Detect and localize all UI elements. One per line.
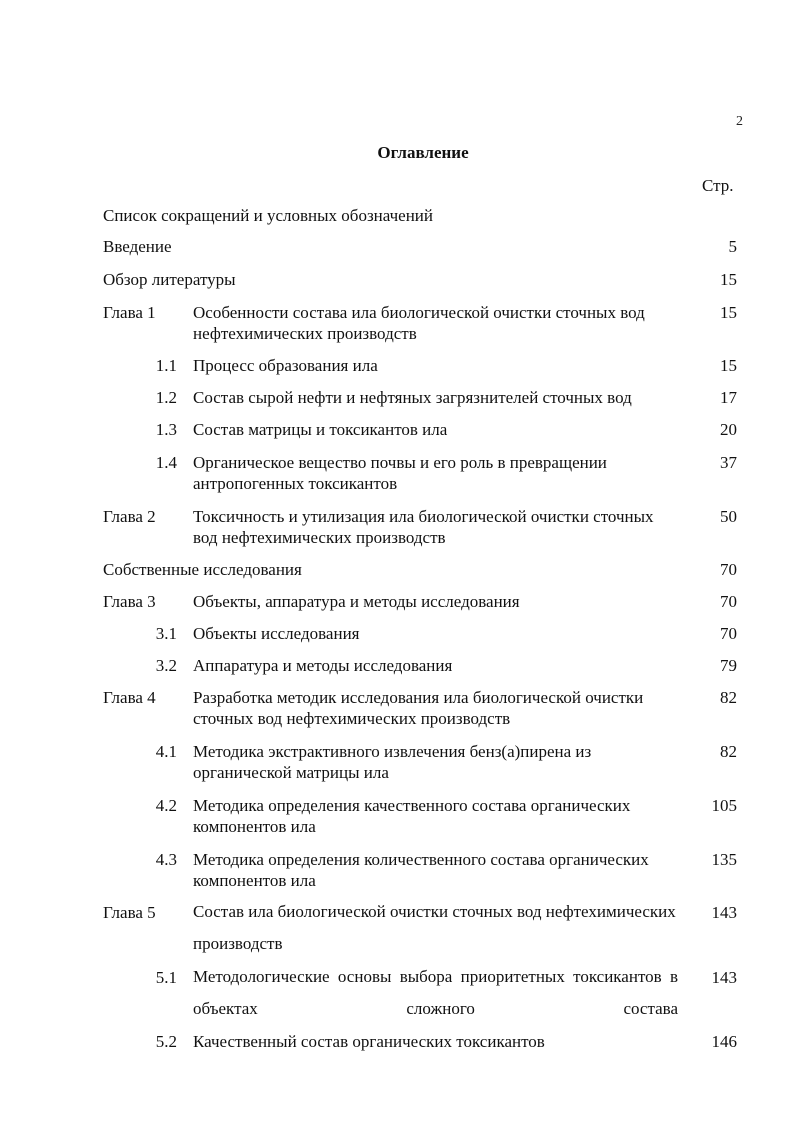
toc-entry-title: Состав сырой нефти и нефтяных загрязнителей сточных вод <box>193 388 632 407</box>
toc-entry-page: 82 <box>720 688 737 707</box>
page-title: Оглавление <box>377 143 469 162</box>
toc-entry-number: 3.1 <box>155 624 177 643</box>
toc-entry-page: 70 <box>720 592 737 611</box>
toc-entry-title: Состав матрицы и токсикантов ила <box>193 420 448 439</box>
toc-entry-title: Токсичность и утилизация ила биологической очистки сточных вод нефтехимических производств <box>193 507 654 547</box>
toc-entry-number: 1.1 <box>155 356 177 375</box>
toc-entry-page: 70 <box>720 624 737 643</box>
toc-entry-number: Глава 4 <box>103 688 156 707</box>
page-number: 2 <box>736 114 743 129</box>
toc-entry-title: Введение <box>103 237 172 256</box>
toc-entry-title: Объекты, аппаратура и методы исследования <box>193 592 520 611</box>
toc-entry-page: 105 <box>711 796 737 815</box>
toc-entry-number: Глава 5 <box>103 903 156 922</box>
toc-entry-number: 4.1 <box>155 742 177 761</box>
toc-entry-number: 5.2 <box>155 1032 177 1051</box>
toc-entry-page: 50 <box>720 507 737 526</box>
toc-entry-number: 1.2 <box>155 388 177 407</box>
toc-entry-number: 4.3 <box>155 850 177 869</box>
toc-entry-page: 37 <box>720 453 737 472</box>
toc-entry-page: 135 <box>711 850 737 869</box>
toc-entry-title: Разработка методик исследования ила биологической очистки сточных вод нефтехимических производств <box>193 688 644 728</box>
toc-entry-page: 15 <box>720 270 737 289</box>
toc-entry-title: Обзор литературы <box>103 270 236 289</box>
toc-entry-title: Особенности состава ила биологической очистки сточных вод нефтехимических производств <box>193 303 645 343</box>
toc-entry-title: Методологические основы выбора приоритетных токсикантов в объектах сложного состава <box>193 967 678 1018</box>
toc-entry-title: Список сокращений и условных обозначений <box>103 206 434 225</box>
toc-entry-number: Глава 1 <box>103 303 156 322</box>
toc-entry-title: Собственные исследования <box>103 560 302 579</box>
toc-entry-page: 17 <box>720 388 737 407</box>
toc-entry-title: Аппаратура и методы исследования <box>193 656 453 675</box>
toc-entry-page: 70 <box>720 560 737 579</box>
toc-entry-title: Методика определения качественного состава органических компонентов ила <box>193 796 631 836</box>
toc-entry-page: 143 <box>711 903 737 922</box>
toc-entry-title: Методика экстрактивного извлечения бенз(а)пирена из органической матрицы ила <box>193 742 592 782</box>
toc-entry-title: Процесс образования ила <box>193 356 378 375</box>
toc-entry-title: Методика определения количественного состава органических компонентов ила <box>193 850 649 890</box>
toc-entry-title: Органическое вещество почвы и его роль в превращении антропогенных токсикантов <box>193 453 607 493</box>
toc-entry-number: 5.1 <box>155 968 177 987</box>
toc-entry-title: Объекты исследования <box>193 624 360 643</box>
toc-entry-page: 20 <box>720 420 737 439</box>
toc-entry-number: Глава 2 <box>103 507 156 526</box>
toc-entry-page: 79 <box>720 656 737 675</box>
toc-entry-page: 146 <box>711 1032 737 1051</box>
toc-entry-number: 1.4 <box>155 453 177 472</box>
toc-entry-page: 15 <box>720 356 737 375</box>
toc-entry-number: Глава 3 <box>103 592 156 611</box>
toc-entry-title: Качественный состав органических токсикантов <box>193 1032 545 1051</box>
toc-entry-page: 82 <box>720 742 737 761</box>
toc-entry-title: Состав ила биологической очистки сточных вод нефтехимических производств <box>193 902 676 953</box>
page-column-header: Стр. <box>702 176 734 195</box>
toc-entry-number: 1.3 <box>155 420 177 439</box>
toc-entry-number: 3.2 <box>155 656 177 675</box>
toc-entry-number: 4.2 <box>155 796 177 815</box>
toc-entry-page: 5 <box>728 237 737 256</box>
toc-entry-page: 143 <box>711 968 737 987</box>
toc-entry-page: 15 <box>720 303 737 322</box>
